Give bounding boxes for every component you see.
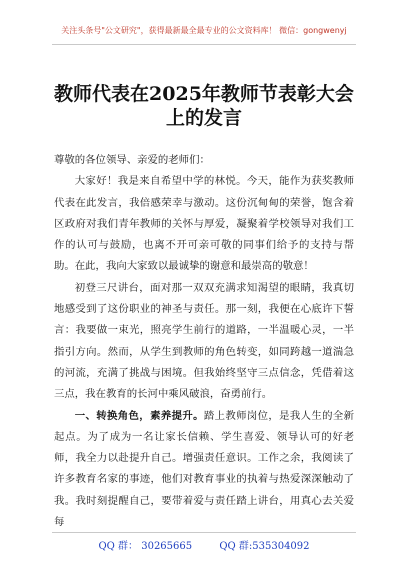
paragraph-3-text: 踏上教师岗位，是我人生的全新起点。为了成为一名让家长信赖、学生喜爱、领导认可的好老师，我全力以赴提升自己。增强责任意识。工作之余，我阅读了许多教育名家的事迹，他们对教育事业的执着与热爱深深触动了我。我时刻提醒自己，要带着爱与责任踏上讲台，用真心去关爱每 bbox=[54, 409, 354, 529]
top-divider bbox=[52, 44, 356, 45]
paragraph-2: 初登三尺讲台，面对那一双双充满求知渴望的眼睛，我真切地感受到了这份职业的神圣与责任。那一刻，我便在心底许下誓言：我要做一束光，照亮学生前行的道路，一半温暖心灵，一半指引方向。然而，从学生到教师的角色转变，如同跨越一道湍急的河流，充满了挑战与困境。但我始终坚守三点信念，凭借着这三点，我在教育的长河中乘风破浪，奋勇前行。 bbox=[54, 281, 354, 401]
document-title: 教师代表在2025年教师节表彰大会上的发言 bbox=[54, 83, 354, 129]
paragraph-3 bbox=[54, 406, 354, 534]
document-body bbox=[54, 150, 354, 533]
footer-qq-group-2: QQ 群:535304092 bbox=[219, 541, 310, 552]
section-heading-1: 一、转换角色，素养提升。 bbox=[74, 409, 204, 422]
salutation: 尊敬的各位领导、亲爱的老师们： bbox=[54, 154, 210, 166]
paragraph-1: 大家好！我是来自希望中学的林悦。今天，能作为获奖教师代表在此发言，我倍感荣幸与激动。这份沉甸甸的荣誉，饱含着区政府对我们青年教师的关怀与厚爱，凝聚着学校领导对我们工作的认可与鼓励，也离不开可亲可敬的同事们给予的支持与帮助。在此，我向大家致以最诚挚的谢意和最崇高的敬意！ bbox=[54, 175, 354, 273]
footer bbox=[0, 537, 408, 552]
bottom-divider bbox=[52, 532, 356, 533]
top-banner: 关注头条号"公文研究"，获得最新最全最专业的公文资料库！ 微信：gongwenyj bbox=[61, 26, 347, 35]
footer-qq-group-1: QQ 群： 30265665 bbox=[98, 541, 193, 552]
